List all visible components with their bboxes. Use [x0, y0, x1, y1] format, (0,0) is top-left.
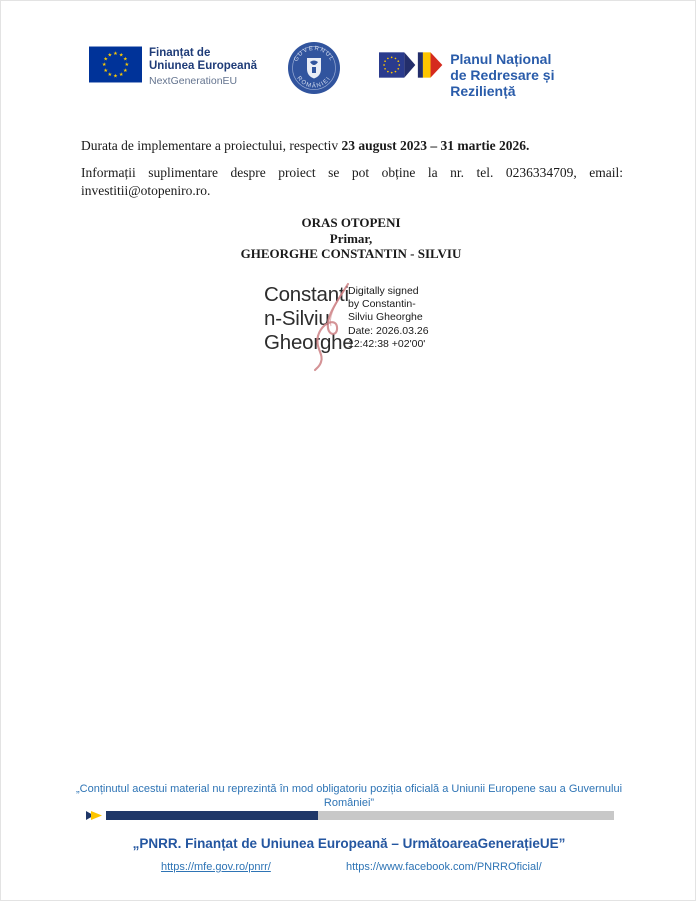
signatory-organization: ORAS OTOPENI	[301, 215, 401, 230]
header-logos	[89, 41, 619, 97]
svg-text:★: ★	[101, 62, 107, 69]
svg-text:★: ★	[118, 52, 124, 59]
pnrr-logo	[379, 49, 619, 99]
signatory-title: Primar,	[329, 230, 373, 246]
pnrr-logo-line2: de Redresare și Reziliență	[450, 67, 555, 99]
svg-text:★: ★	[103, 56, 108, 63]
svg-text:★: ★	[124, 62, 130, 69]
signatory-name: GHEORGHE CONSTANTIN - SILVIU	[240, 246, 462, 261]
digital-signature-detail-line: Date: 2026.03.26	[348, 324, 429, 337]
footer-bar-navy-segment	[106, 811, 318, 820]
implementation-period-text: Durata de implementare a proiectului, respectiv	[81, 137, 342, 153]
footer-divider-bar	[86, 811, 614, 820]
contact-info-paragraph: Informații suplimentare despre proiect se pot obține la nr. tel. 0236334709, email: investitii@otopeniro.ro.	[81, 164, 623, 198]
footer-disclaimer-line1: „Conținutul acestui material nu reprezintă în mod obligatoriu poziția oficială a Uniunii Europene sau a Guvernului	[75, 783, 623, 795]
digital-signature-name	[264, 283, 354, 355]
seal-text-bottom: ROMÂNIEI	[295, 75, 333, 90]
pnrr-facebook-link[interactable]: https://www.facebook.com/PNRROficial/	[346, 861, 542, 873]
nextgeneu-label: NextGenerationEU	[149, 75, 238, 87]
digital-signature-block	[264, 283, 464, 371]
svg-text:★: ★	[113, 73, 118, 80]
footer-pnrr-statement: „PNRR. Finanțat de Uniunea Europeană – UrmătoareaGenerațieUE”	[132, 836, 566, 851]
digital-signature-name-line: Gheorghe	[264, 331, 354, 354]
digital-signature-detail-line: 12:42:38 +02'00'	[348, 337, 426, 350]
svg-text:★: ★	[107, 52, 113, 59]
svg-text:★: ★	[123, 56, 128, 63]
footer-disclaimer	[49, 783, 649, 810]
digital-signature-details	[348, 285, 452, 351]
romanian-government-seal-icon	[287, 41, 341, 95]
mfe-pnrr-link[interactable]: https://mfe.gov.ro/pnrr/	[161, 861, 271, 873]
digital-signature-name-line: Constanti	[264, 283, 349, 306]
footer-arrows-icon	[86, 811, 106, 820]
footer-disclaimer-line2: României”	[323, 796, 375, 809]
pnrr-logo-line1: Planul Național	[450, 51, 552, 67]
svg-text:★: ★	[103, 67, 108, 74]
digital-signature-detail-line: Silviu Gheorghe	[348, 311, 423, 324]
eu-funding-logo	[89, 46, 257, 88]
implementation-period-paragraph	[81, 137, 623, 155]
svg-text:★: ★	[118, 72, 124, 79]
eu-funded-label-line2: Uniunea Europeană	[149, 60, 257, 72]
pnrr-flag-arrows-icon	[379, 49, 443, 81]
svg-text:★: ★	[123, 67, 128, 74]
digital-signature-detail-line: by Constantin-	[348, 298, 416, 311]
digital-signature-detail-line: Digitally signed	[348, 285, 419, 297]
eu-funded-label-line1: Finanțat de	[149, 47, 211, 59]
eu-flag-icon	[89, 46, 142, 83]
svg-text:★: ★	[113, 50, 118, 57]
seal-text-top: GUVERNUL	[293, 45, 335, 63]
digital-signature-name-line: n-Silviu	[264, 307, 330, 330]
implementation-period-dates: 23 august 2023 – 31 martie 2026.	[341, 137, 530, 153]
footer-bar-gray-segment	[318, 811, 614, 820]
signatory-block	[81, 215, 621, 262]
svg-text:★: ★	[107, 72, 113, 79]
